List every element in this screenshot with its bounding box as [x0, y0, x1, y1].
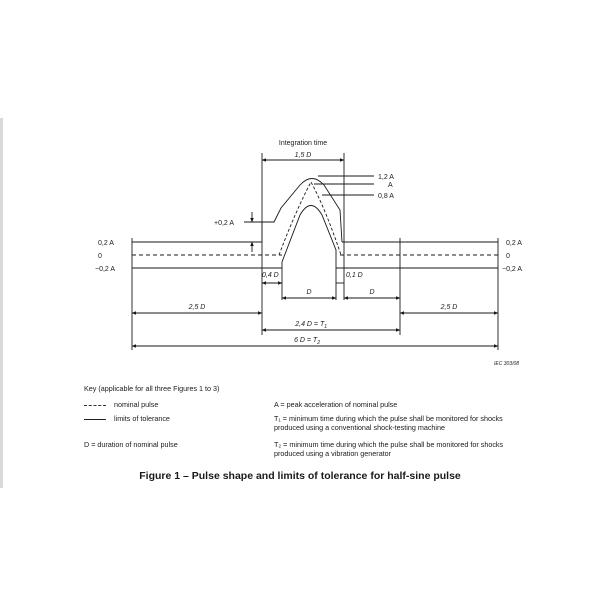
left-upper-label: 0,2 A: [98, 240, 114, 247]
after-d-label: D: [369, 289, 375, 296]
left-zero-label: 0: [98, 253, 102, 260]
plus-0-2a-label: +0,2 A: [214, 220, 235, 227]
right-lower-label: −0,2 A: [502, 266, 523, 273]
key-d-definition: D = duration of nominal pulse: [84, 440, 178, 449]
right-upper-label: 0,2 A: [506, 240, 522, 247]
iec-reference-code: IEC 303/08: [494, 361, 520, 367]
t2-span-text: 6 D = T: [294, 337, 318, 344]
key-a-definition: A = peak acceleration of nominal pulse: [274, 400, 398, 409]
key-nominal-pulse: [84, 400, 254, 409]
t1-span-text: 2,4 D = T: [295, 321, 325, 328]
integration-time-label: Integration time: [278, 140, 328, 147]
peak-lower-label: 0,8 A: [378, 193, 394, 200]
key-t2-definition: T₂ = minimum time during which the pulse shall be monitored for shocks produced using a vibration generator: [274, 440, 504, 458]
right-zero-label: 0: [506, 253, 510, 260]
post-2-5d-label: 2,5 D: [440, 304, 458, 311]
solid-line-swatch: [84, 419, 106, 420]
pre-2-5d-label: 2,5 D: [188, 304, 206, 311]
key-limits-of-tolerance-label: limits of tolerance: [114, 414, 170, 423]
t2-span-subscript: 2: [317, 340, 320, 346]
inner-tolerance-envelope: [282, 206, 336, 269]
pulse-d-label: D: [306, 289, 312, 296]
dashed-line-swatch: [84, 405, 106, 406]
span-1-5d-label: 1,5 D: [294, 152, 312, 159]
t2-span-label: [294, 337, 320, 346]
nominal-half-sine: [279, 182, 341, 255]
t1-span-subscript: 1: [324, 324, 327, 330]
t1-span-label: [294, 321, 327, 330]
lead-0-4d-label: 0,4 D: [262, 272, 279, 279]
outer-tolerance-envelope: [262, 179, 342, 243]
left-lower-label: −0,2 A: [95, 266, 116, 273]
trail-0-1d-label: 0,1 D: [346, 272, 363, 279]
figure-caption: Figure 1 – Pulse shape and limits of tolerance for half-sine pulse: [139, 470, 461, 482]
key-limits-of-tolerance: [84, 414, 254, 423]
key-t1-definition: T₁ = minimum time during which the pulse shall be monitored for shocks produced using a conventional shock-testing machine: [274, 414, 503, 432]
peak-upper-label: 1,2 A: [378, 174, 394, 181]
key-heading: Key (applicable for all three Figures 1 to 3): [84, 384, 220, 393]
peak-nominal-label: A: [388, 182, 393, 189]
key-nominal-pulse-label: nominal pulse: [114, 400, 159, 409]
